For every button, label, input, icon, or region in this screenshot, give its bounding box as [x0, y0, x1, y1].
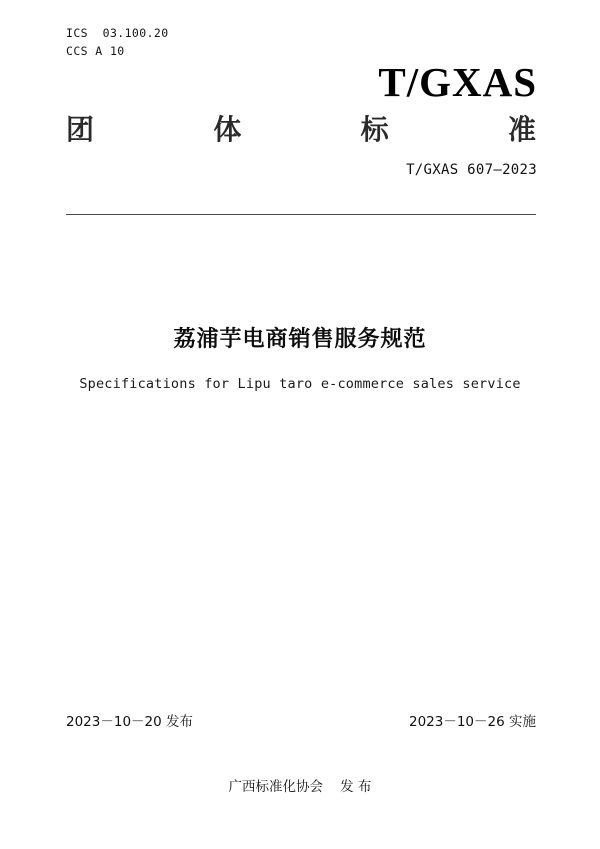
issue-date: 2023－10－20 发布: [66, 714, 194, 730]
effective-date: 2023－10－26 实施: [408, 714, 536, 730]
date-row: [66, 710, 536, 730]
category-char-2: 体: [213, 113, 242, 146]
category-char-1: 团: [66, 113, 95, 146]
publisher: 广西标准化协会 发 布: [228, 779, 372, 795]
standard-number: T/GXAS 607—2023: [406, 162, 537, 178]
header-divider: [66, 214, 536, 215]
classification-codes: [66, 24, 169, 60]
category-char-3: 标: [360, 113, 389, 146]
page-title-english: Specifications for Lipu taro e-commerce sales service: [79, 376, 521, 392]
standard-category-label: [66, 108, 536, 148]
standard-logo: T/GXAS: [378, 59, 537, 105]
ics-code: ICS 03.100.20: [66, 26, 169, 40]
page-title: 荔浦芋电商销售服务规范: [173, 327, 427, 352]
category-char-4: 准: [507, 113, 536, 146]
ccs-code: CCS A 10: [66, 44, 125, 58]
